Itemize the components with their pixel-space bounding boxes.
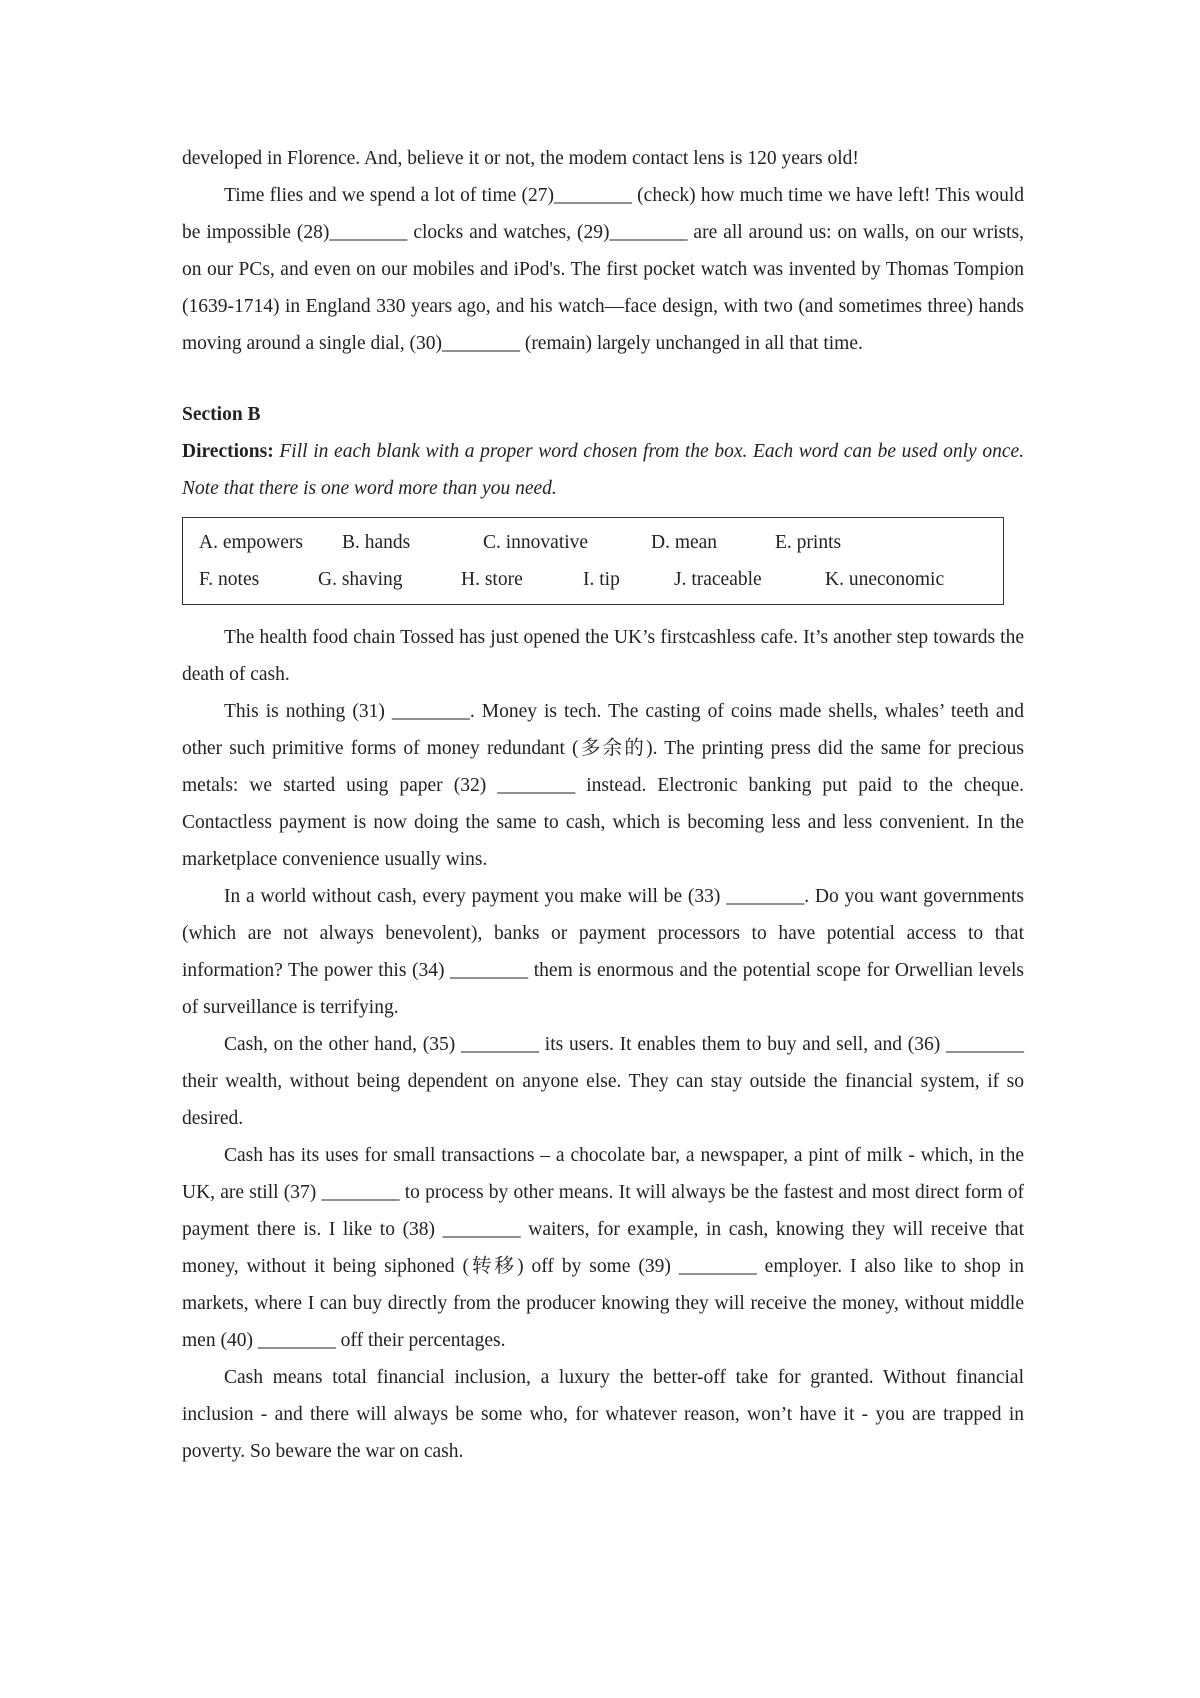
passage-paragraph: This is nothing (31) ________. Money is tech. The casting of coins made shells, whales’ teeth and other such primitive forms of money redundant (多余的). The printing press did the same for precious metals: we started using paper (32) ________ instead. Electronic banking put paid to the cheque. Contactless payment is now doing the same to cash, which is becoming less and less convenient. In the marketplace convenience usually wins.: [182, 701, 1024, 870]
word-option-d: D. mean: [651, 532, 718, 553]
section-heading: Section B: [182, 404, 261, 425]
word-option-j: J. traceable: [674, 569, 762, 590]
paragraph-time-flies: Time flies and we spend a lot of time (27)________ (check) how much time we have left! This would be impossible (28)________ clocks and watches, (29)________ are all around us: on walls, on our wrists, on our PCs, and even on our mobiles and iPod's. The first pocket watch was invented by Thomas Tompion (1639-1714) in England 330 years ago, and his watch—face design, with two (and sometimes three) hands moving around a single dial, (30)________ (remain) largely unchanged in all that time.: [182, 185, 1024, 354]
passage-paragraph: In a world without cash, every payment you make will be (33) ________. Do you want governments (which are not always benevolent), banks or payment processors to have potential access to that information? The power this (34) ________ them is enormous and the potential scope for Orwellian levels of surveillance is terrifying.: [182, 886, 1024, 1018]
word-option-b: B. hands: [342, 532, 411, 553]
directions: [182, 433, 1024, 507]
intro-line: developed in Florence. And, believe it or not, the modem contact lens is 120 years old!: [182, 148, 859, 169]
directions-text: Fill in each blank with a proper word chosen from the box. Each word can be used only once. Note that there is one word more than you need.: [182, 441, 1025, 499]
passage-paragraph: Cash means total financial inclusion, a luxury the better-off take for granted. Without financial inclusion - and there will always be some who, for whatever reason, won’t have it - you are trapped in poverty. So beware the war on cash.: [182, 1367, 1024, 1462]
word-box-row: [199, 524, 1003, 561]
word-option-h: H. store: [461, 569, 523, 590]
word-option-e: E. prints: [775, 532, 842, 553]
word-option-i: I. tip: [583, 569, 620, 590]
document-page: [182, 140, 1024, 1470]
word-option-k: K. uneconomic: [825, 569, 945, 590]
word-option-a: A. empowers: [199, 532, 303, 553]
word-option-c: C. innovative: [483, 532, 589, 553]
spacer: [182, 362, 1024, 396]
passage-paragraph: Cash has its uses for small transactions – a chocolate bar, a newspaper, a pint of milk - which, in the UK, are still (37) ________ to process by other means. It will always be the fastest and most direct form of payment there is. I like to (38) ________ waiters, for example, in cash, knowing they will receive that money, without it being siphoned (转移) off by some (39) ________ employer. I also like to shop in markets, where I can buy directly from the producer knowing they will receive the money, without middle men (40) ________ off their percentages.: [182, 1145, 1024, 1351]
word-option-f: F. notes: [199, 569, 260, 590]
word-box-row: [199, 561, 1003, 598]
word-option-g: G. shaving: [318, 569, 403, 590]
directions-label: Directions:: [182, 441, 274, 462]
word-box: [182, 517, 1004, 605]
passage-paragraph: The health food chain Tossed has just opened the UK’s firstcashless cafe. It’s another step towards the death of cash.: [182, 627, 1024, 685]
passage-paragraph: Cash, on the other hand, (35) ________ its users. It enables them to buy and sell, and (36) ________ their wealth, without being dependent on anyone else. They can stay outside the financial system, if so desired.: [182, 1034, 1024, 1129]
